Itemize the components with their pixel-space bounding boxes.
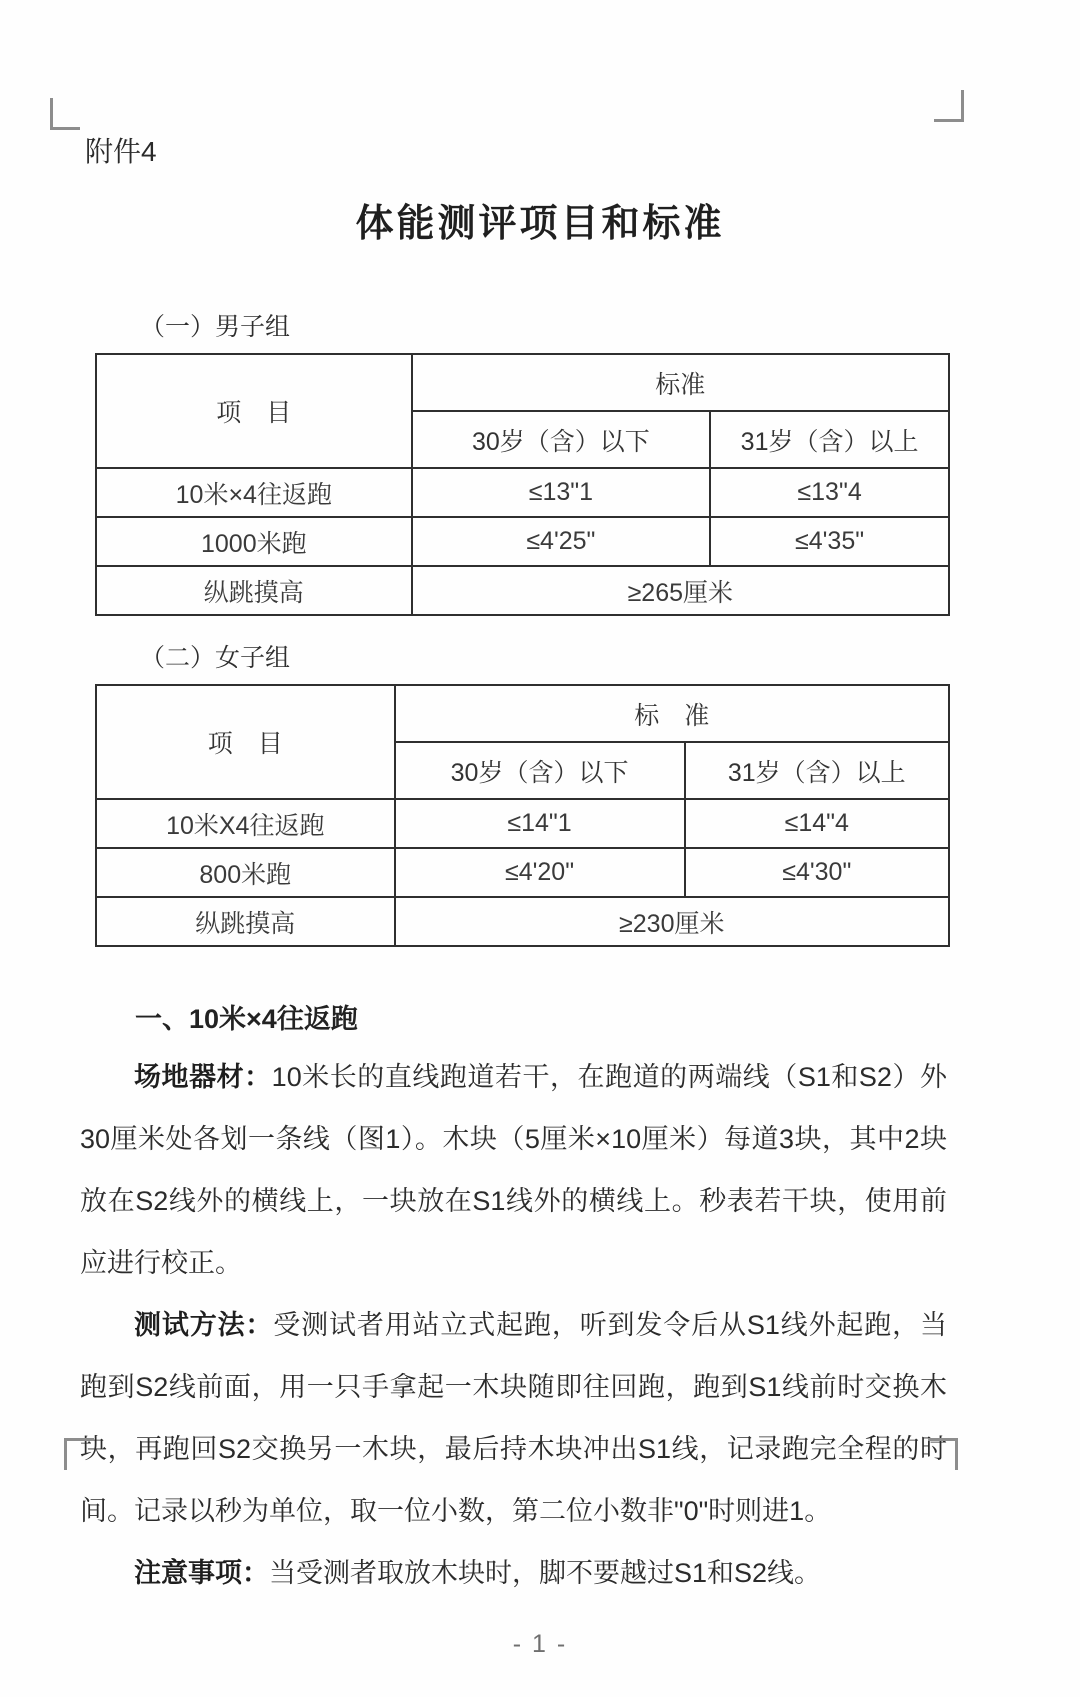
value-cell: ≤13"1 [412, 468, 711, 517]
table-row [96, 848, 949, 897]
page-number: - 1 - [512, 1630, 568, 1658]
column-header-standard: 标准 [412, 354, 949, 411]
page-title: 体能测评项目和标准 [355, 203, 725, 245]
column-header-item: 项 目 [96, 354, 412, 468]
value-cell: ≤4'25" [412, 517, 711, 566]
column-header-item: 项 目 [96, 685, 395, 799]
table-header-row [96, 685, 949, 742]
table-row [96, 517, 949, 566]
table-header-row [96, 354, 949, 411]
table-row [96, 799, 949, 848]
column-header-age-over-31: 31岁（含）以上 [685, 742, 949, 799]
paragraph-text: 受测试者用站立式起跑，听到发令后从S1线外起跑，当跑到S2线前面，用一只手拿起一木块随即往回跑，跑到S1线前时交换木块，再跑回S2交换另一木块，最后持木块冲出S1线，记录跑完全程的时间。记录以秒为单位，取一位小数，第二位小数非"0"时则进1。 [80, 1310, 947, 1526]
table-row [96, 468, 949, 517]
paragraph-venue-equipment [80, 1046, 947, 1294]
column-header-age-over-31: 31岁（含）以上 [710, 411, 949, 468]
item-cell: 10米×4往返跑 [96, 468, 412, 517]
item-cell: 纵跳摸高 [96, 566, 412, 615]
crop-mark-bottom-right [928, 1438, 958, 1470]
paragraph-label: 测试方法： [134, 1310, 274, 1340]
table-row [96, 897, 949, 946]
column-header-standard: 标 准 [395, 685, 949, 742]
value-cell: ≤4'30" [685, 848, 949, 897]
table-row [96, 566, 949, 615]
crop-mark-bottom-left [64, 1438, 94, 1470]
paragraph-notes [80, 1542, 947, 1604]
column-header-age-under-30: 30岁（含）以下 [395, 742, 685, 799]
item-cell: 10米X4往返跑 [96, 799, 395, 848]
item-cell: 1000米跑 [96, 517, 412, 566]
section-label-men: （一）男子组 [140, 313, 291, 341]
value-cell-merged: ≥230厘米 [395, 897, 949, 946]
value-cell: ≤4'20" [395, 848, 685, 897]
section-heading: 一、10米×4往返跑 [135, 1004, 358, 1034]
paragraph-text: 10米长的直线跑道若干，在跑道的两端线（S1和S2）外30厘米处各划一条线（图1）。木块（5厘米×10厘米）每道3块，其中2块放在S2线外的横线上，一块放在S1线外的横线上。秒表若干块，使用前应进行校正。 [80, 1062, 947, 1278]
attachment-label: 附件4 [85, 136, 157, 167]
paragraph-test-method [80, 1294, 947, 1542]
value-cell: ≤14"1 [395, 799, 685, 848]
men-standards-table [95, 353, 950, 616]
item-cell: 纵跳摸高 [96, 897, 395, 946]
paragraph-label: 场地器材： [134, 1062, 272, 1092]
crop-mark-top-left [50, 98, 80, 130]
value-cell: ≤14"4 [685, 799, 949, 848]
value-cell-merged: ≥265厘米 [412, 566, 949, 615]
value-cell: ≤4'35" [710, 517, 949, 566]
paragraph-text: 当受测者取放木块时，脚不要越过S1和S2线。 [269, 1558, 822, 1588]
item-cell: 800米跑 [96, 848, 395, 897]
body-text [80, 997, 947, 1604]
women-standards-table [95, 684, 950, 947]
column-header-age-under-30: 30岁（含）以下 [412, 411, 711, 468]
crop-mark-top-right [934, 90, 964, 122]
value-cell: ≤13"4 [710, 468, 949, 517]
section-label-women: （二）女子组 [140, 644, 291, 672]
paragraph-label: 注意事项： [134, 1558, 269, 1588]
